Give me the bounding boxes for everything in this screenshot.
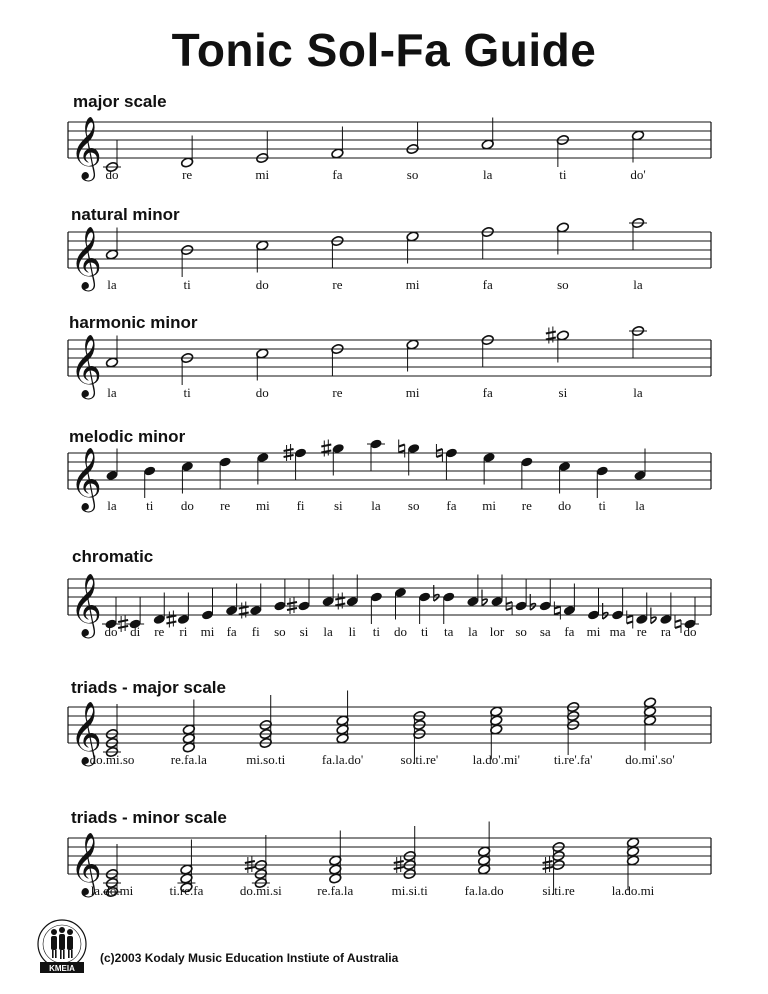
kmeia-logo bbox=[32, 918, 96, 976]
solfa-syllable: ri bbox=[179, 624, 188, 639]
solfa-syllable: la bbox=[633, 385, 643, 400]
solfa-syllable: mi bbox=[255, 498, 270, 513]
solfa-syllable: mi.si.ti bbox=[391, 883, 428, 898]
section-title: major scale bbox=[73, 92, 167, 111]
note bbox=[481, 334, 494, 367]
solfa-syllable: fi bbox=[251, 624, 260, 639]
solfa-syllable: so.ti.re' bbox=[400, 752, 439, 767]
solfa-syllable: si.ti.re bbox=[542, 883, 575, 898]
solfa-syllable: la.do.mi bbox=[611, 883, 655, 898]
solfa-syllable: lor bbox=[489, 624, 505, 639]
chord bbox=[643, 697, 656, 751]
chord bbox=[478, 822, 491, 876]
note bbox=[556, 134, 569, 167]
solfa-syllable: ti bbox=[183, 385, 191, 400]
solfa-syllable: do bbox=[558, 498, 572, 513]
solfa-syllable: ti bbox=[372, 624, 380, 639]
solfa-syllable: mi bbox=[255, 167, 270, 182]
note bbox=[143, 465, 156, 498]
note bbox=[370, 591, 383, 624]
solfa-syllable: fa bbox=[482, 385, 493, 400]
note bbox=[481, 226, 494, 259]
solfa-syllable: ti bbox=[146, 498, 154, 513]
solfa-syllable: si bbox=[333, 498, 343, 513]
solfa-syllable: fa.la.do bbox=[464, 883, 504, 898]
flat-accidental bbox=[530, 594, 535, 610]
solfa-syllable: do.mi.si bbox=[239, 883, 282, 898]
treble-clef-icon: 𝄞 bbox=[70, 116, 102, 179]
logo-text: KMEIA bbox=[49, 964, 75, 973]
solfa-syllable: do bbox=[255, 385, 269, 400]
solfa-syllable: do bbox=[255, 277, 269, 292]
note bbox=[399, 440, 421, 476]
note bbox=[629, 325, 647, 358]
solfa-syllable: re bbox=[521, 498, 532, 513]
solfa-syllable: mi bbox=[482, 498, 497, 513]
solfa-syllable: la bbox=[107, 277, 117, 292]
treble-clef-icon: 𝄞 bbox=[70, 447, 102, 510]
solfa-syllable: la bbox=[635, 498, 645, 513]
note bbox=[406, 122, 419, 155]
note bbox=[629, 217, 647, 250]
chord bbox=[394, 826, 417, 880]
solfa-syllable: so bbox=[407, 498, 420, 513]
solfa-syllable: sa bbox=[539, 624, 551, 639]
page-title: Tonic Sol-Fa Guide bbox=[171, 24, 597, 76]
sharp-accidental bbox=[239, 602, 249, 619]
chord bbox=[567, 701, 580, 755]
solfa-syllable: si bbox=[299, 624, 309, 639]
note bbox=[239, 584, 263, 619]
section-title: natural minor bbox=[71, 205, 180, 224]
solfa-syllable: li bbox=[348, 624, 356, 639]
solfa-syllable: la bbox=[323, 624, 333, 639]
solfa-syllable: fa bbox=[482, 277, 493, 292]
flat-accidental bbox=[434, 585, 439, 601]
note bbox=[321, 440, 345, 476]
note bbox=[181, 244, 194, 277]
solfa-syllable: so bbox=[406, 167, 419, 182]
note bbox=[596, 465, 609, 498]
solfa-syllable: so bbox=[557, 277, 569, 292]
solfa-syllable: ti bbox=[559, 167, 567, 182]
solfa-syllable: mi bbox=[586, 624, 601, 639]
solfa-syllable: la.do'.mi' bbox=[472, 752, 520, 767]
note bbox=[554, 584, 576, 620]
staff-harmonic-minor bbox=[0, 300, 768, 420]
solfa-syllable: ti bbox=[598, 498, 606, 513]
solfa-syllable: ra bbox=[660, 624, 671, 639]
treble-clef-icon: 𝄞 bbox=[70, 226, 102, 289]
solfa-syllable: la bbox=[483, 167, 493, 182]
solfa-syllable: fa bbox=[332, 167, 343, 182]
solfa-syllable: fa.la.do' bbox=[321, 752, 364, 767]
section-title: melodic minor bbox=[69, 427, 186, 446]
solfa-syllable: mi bbox=[200, 624, 215, 639]
flat-accidental bbox=[603, 603, 608, 619]
staff-chromatic bbox=[0, 539, 768, 659]
solfa-syllable: re.fa.la bbox=[317, 883, 354, 898]
note bbox=[219, 456, 232, 489]
solfa-syllable: fa bbox=[564, 624, 575, 639]
solfa-syllable: mi bbox=[405, 277, 420, 292]
note bbox=[331, 235, 344, 268]
solfa-syllable: fa bbox=[446, 498, 457, 513]
sharp-accidental bbox=[335, 593, 345, 610]
solfa-syllable: mi bbox=[405, 385, 420, 400]
note bbox=[331, 343, 344, 376]
sharp-accidental bbox=[546, 327, 556, 344]
staff-natural-minor bbox=[0, 192, 768, 312]
note bbox=[603, 588, 625, 621]
solfa-syllable: re bbox=[332, 385, 343, 400]
chord bbox=[336, 691, 349, 745]
natural-accidental bbox=[554, 602, 560, 620]
solfa-syllable: re bbox=[332, 277, 343, 292]
note bbox=[335, 575, 359, 610]
staff-melodic-minor bbox=[0, 413, 768, 533]
solfa-syllable: ma bbox=[609, 624, 626, 639]
copyright-footer: (c)2003 Kodaly Music Education Instiute of Australia bbox=[100, 951, 399, 965]
staff-major-scale bbox=[0, 82, 768, 202]
solfa-syllable: do bbox=[683, 624, 697, 639]
note bbox=[181, 352, 194, 385]
solfa-syllable: di bbox=[130, 624, 141, 639]
solfa-syllable: so bbox=[274, 624, 286, 639]
solfa-syllable: la.do.mi bbox=[90, 883, 134, 898]
solfa-syllable: la bbox=[468, 624, 478, 639]
solfa-syllable: re bbox=[636, 624, 647, 639]
note bbox=[530, 579, 552, 612]
note bbox=[166, 593, 190, 628]
solfa-syllable: do bbox=[394, 624, 407, 639]
chord bbox=[259, 695, 272, 749]
note bbox=[367, 438, 385, 471]
solfa-syllable: ti bbox=[183, 277, 191, 292]
treble-clef-icon: 𝄞 bbox=[70, 573, 102, 636]
chord bbox=[103, 704, 121, 758]
solfa-syllable: re bbox=[220, 498, 231, 513]
natural-accidental bbox=[627, 611, 633, 629]
section-title: chromatic bbox=[72, 547, 154, 566]
section-title: triads - minor scale bbox=[71, 808, 227, 827]
staff-triads-minor-scale bbox=[0, 798, 768, 918]
note bbox=[201, 588, 214, 621]
solfa-syllable: fa bbox=[226, 624, 237, 639]
solfa-syllable: si bbox=[558, 385, 568, 400]
treble-clef-icon: 𝄞 bbox=[70, 701, 102, 764]
sharp-accidental bbox=[321, 440, 331, 457]
solfa-syllable: la bbox=[371, 498, 381, 513]
solfa-syllable: la bbox=[633, 277, 643, 292]
treble-clef-icon: 𝄞 bbox=[70, 334, 102, 397]
solfa-syllable: la bbox=[107, 385, 117, 400]
note bbox=[546, 327, 570, 363]
solfa-syllable: fi bbox=[296, 498, 305, 513]
chord bbox=[182, 700, 195, 754]
treble-clef-icon: 𝄞 bbox=[70, 832, 102, 895]
note bbox=[256, 131, 269, 164]
solfa-syllable: ti.re'.fa' bbox=[553, 752, 593, 767]
note bbox=[520, 456, 533, 489]
sharp-accidental bbox=[166, 611, 176, 628]
note bbox=[418, 591, 431, 624]
solfa-syllable: do bbox=[104, 624, 118, 639]
solfa-syllable: la bbox=[107, 498, 117, 513]
note bbox=[434, 585, 456, 624]
chord bbox=[245, 835, 270, 889]
section-title: harmonic minor bbox=[69, 313, 198, 332]
chord bbox=[329, 831, 342, 885]
solfa-syllable: ti bbox=[421, 624, 429, 639]
section-title: triads - major scale bbox=[71, 678, 226, 697]
natural-accidental bbox=[675, 615, 681, 633]
solfa-syllable: do bbox=[105, 167, 119, 182]
note bbox=[587, 588, 600, 621]
solfa-syllable: re.fa.la bbox=[170, 752, 207, 767]
solfa-syllable: re bbox=[182, 167, 193, 182]
note bbox=[273, 579, 286, 612]
solfa-syllable: do bbox=[180, 498, 194, 513]
solfa-syllable: mi.so.ti bbox=[246, 752, 286, 767]
solfa-syllable: so bbox=[515, 624, 527, 639]
solfa-syllable: do.mi'.so' bbox=[625, 752, 675, 767]
solfa-syllable: ti.re.fa bbox=[169, 883, 204, 898]
solfa-syllable: ta bbox=[444, 624, 454, 639]
natural-accidental bbox=[399, 440, 405, 458]
staff-triads-major-scale bbox=[0, 667, 768, 787]
solfa-syllable: do.mi.so bbox=[89, 752, 135, 767]
solfa-syllable: do' bbox=[630, 167, 646, 182]
solfa-syllable: re bbox=[154, 624, 165, 639]
